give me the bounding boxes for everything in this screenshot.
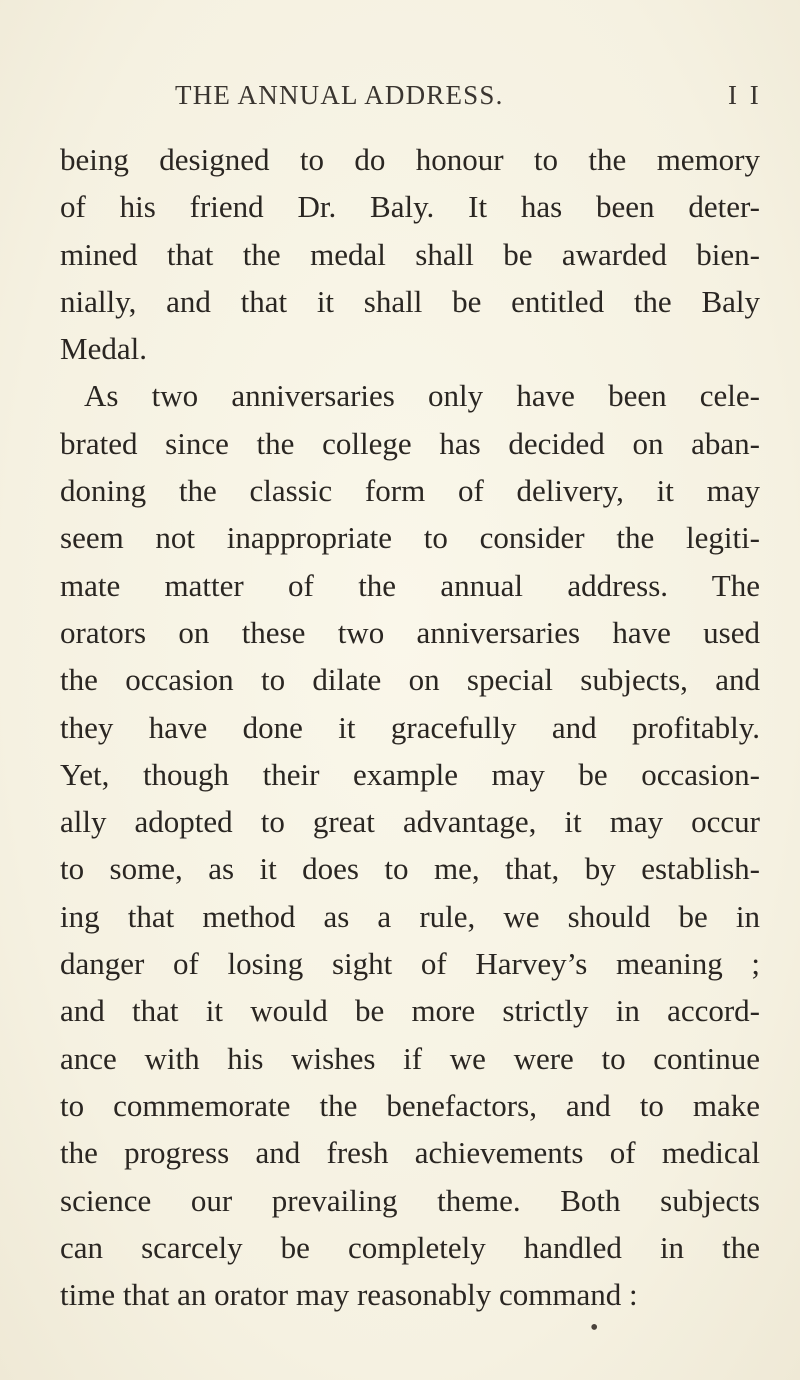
text-line: time that an orator may reasonably command : <box>60 1277 638 1313</box>
text-line: Medal. <box>60 331 147 367</box>
text-line: the occasion to dilate on special subjects, and <box>60 662 760 698</box>
text-line: mate matter of the annual address. The <box>60 567 760 603</box>
text-line: science our prevailing theme. Both subjects <box>60 1182 760 1218</box>
running-head <box>0 80 800 120</box>
body-text <box>60 136 760 1318</box>
text-line: Yet, though their example may be occasion- <box>60 756 760 792</box>
text-line: can scarcely be completely handled in the <box>60 1229 760 1265</box>
text-line: nially, and that it shall be entitled the Baly <box>60 283 760 319</box>
running-title: THE ANNUAL ADDRESS. <box>175 80 504 110</box>
text-line: ally adopted to great advantage, it may occur <box>60 804 760 840</box>
page-number: I I <box>728 80 762 110</box>
text-line: they have done it gracefully and profitably. <box>60 709 760 745</box>
text-line: As two anniversaries only have been cele- <box>84 378 760 414</box>
signature-mark: • <box>590 1315 599 1341</box>
text-line: doning the classic form of delivery, it may <box>60 473 760 509</box>
text-line: orators on these two anniversaries have used <box>60 614 760 650</box>
text-line: the progress and fresh achievements of medical <box>60 1135 760 1171</box>
text-line: of his friend Dr. Baly. It has been deter- <box>60 189 760 225</box>
text-line: to some, as it does to me, that, by establish- <box>60 851 760 887</box>
text-line: to commemorate the benefactors, and to make <box>60 1087 760 1123</box>
text-line: being designed to do honour to the memory <box>60 142 760 177</box>
text-line: brated since the college has decided on aban- <box>60 425 760 461</box>
text-line: mined that the medal shall be awarded bien- <box>60 236 760 272</box>
text-line: ance with his wishes if we were to continue <box>60 1040 760 1076</box>
text-line: danger of losing sight of Harvey’s meaning ; <box>60 946 760 982</box>
text-line: and that it would be more strictly in accord- <box>60 993 760 1029</box>
text-line: seem not inappropriate to consider the legiti- <box>60 520 760 556</box>
text-line: ing that method as a rule, we should be in <box>60 898 760 934</box>
